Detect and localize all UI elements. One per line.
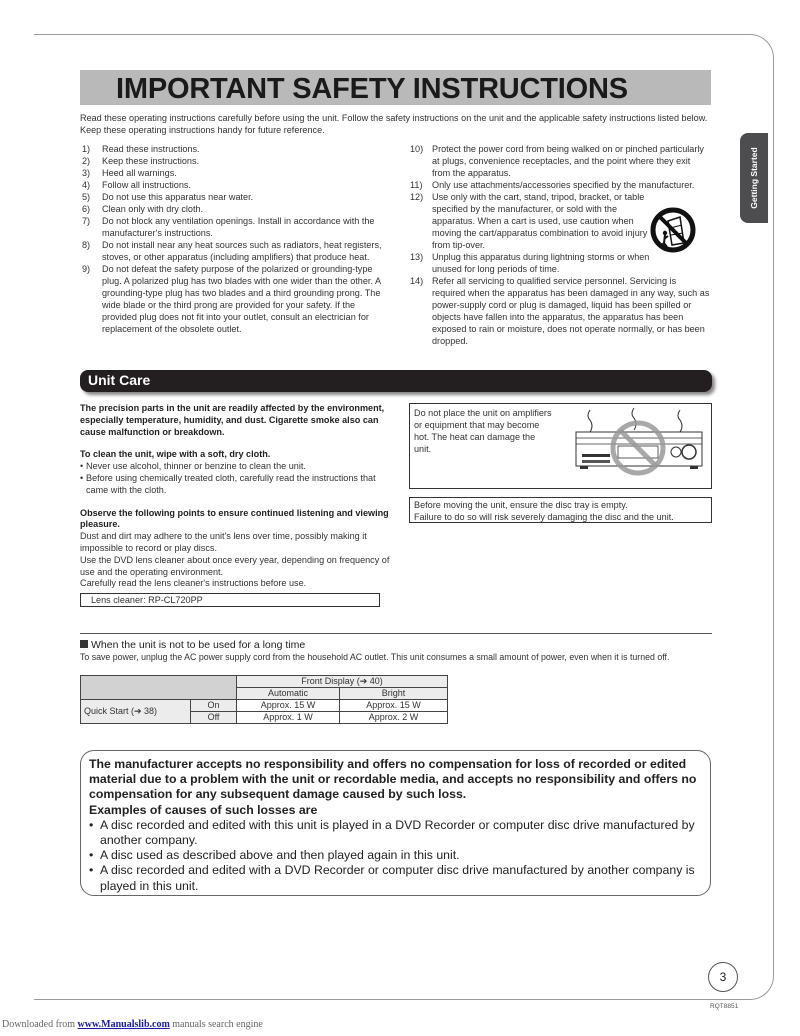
table-row-label: On <box>191 700 237 712</box>
download-footer <box>2 1019 263 1030</box>
item-number: 6) <box>82 204 91 214</box>
item-text: Read these instructions. <box>102 144 200 154</box>
liability-notice-box <box>80 750 711 896</box>
list-item <box>410 179 710 191</box>
page-number: 3 <box>708 962 738 992</box>
item-number: 9) <box>82 264 91 274</box>
heat-warning-text: Do not place the unit on amplifiers or equipment that may become hot. The heat can damage the unit. <box>414 408 552 454</box>
bullet-text: A disc recorded and edited with this unit is played in a DVD Recorder or computer disc drive manufactured by another company. <box>100 817 695 848</box>
intro-text: Read these operating instructions carefully before using the unit. Follow the safety instructions on the unit and the applicable safety instructions listed below. Keep these operating instructions handy for future reference. <box>80 113 708 135</box>
item-text: Only use attachments/accessories specified by the manufacturer. <box>432 180 695 190</box>
bullet-text: A disc recorded and edited with a DVD Recorder or computer disc drive manufactured by another company is played in this unit. <box>100 863 695 893</box>
table-col-header: Automatic <box>237 688 340 700</box>
item-text: Protect the power cord from being walked on or pinched particularly at plugs, convenience receptacles, and the point where they exit from the apparatus. <box>432 144 704 178</box>
section-tab-label: Getting Started <box>749 147 759 209</box>
long-time-body: To save power, unplug the AC power supply cord from the household AC outlet. This unit consumes a small amount of power, even when it is turned off. <box>80 652 670 662</box>
notice-paragraph: The manufacturer accepts no responsibility and offers no compensation for loss of recorded or edited material due to a problem with the unit or recordable media, and accepts no responsibility and offers no compensation for any subsequent damage caused by such loss. <box>89 757 697 802</box>
long-time-heading <box>80 639 720 652</box>
item-text: Refer all servicing to qualified service personnel. Servicing is required when the apparatus has been damaged in any way, such as power-supply cord or plug is damaged, liquid has been spilled or objects have fallen into the apparatus, the apparatus has been exposed to rain or moisture, does not operate normally, or has been dropped. <box>432 276 710 346</box>
list-item <box>82 239 392 263</box>
heading-text: When the unit is not to be used for a long time <box>91 639 306 651</box>
table-cell: Approx. 15 W <box>340 700 448 712</box>
no-cart-tipover-icon <box>650 203 696 255</box>
heat-warning-box <box>409 403 712 489</box>
item-number: 11) <box>410 180 423 190</box>
tray-warning-line: Before moving the unit, ensure the disc tray is empty. <box>414 500 628 510</box>
item-text: Unplug this apparatus during lightning storms or when unused for long periods of time. <box>432 252 650 274</box>
document-id: RQT8851 <box>710 1003 739 1010</box>
item-number: 3) <box>82 168 91 178</box>
table-col-header: Bright <box>340 688 448 700</box>
table-cell: Approx. 15 W <box>237 700 340 712</box>
table-row-group: Quick Start (➔ 38) <box>81 700 191 724</box>
observe-line: Carefully read the lens cleaner's instructions before use. <box>80 578 307 589</box>
table-corner <box>81 676 237 700</box>
item-number: 12) <box>410 192 424 202</box>
section-tab-getting-started[interactable] <box>740 133 768 223</box>
item-text: Use only with the cart, stand, tripod, bracket, or table specified by the manufacturer, or sold with the apparatus. When a cart is used, use caution when moving the cart/apparatus combination to avoid injury from tip-over. <box>432 192 648 250</box>
bullet-text: Never use alcohol, thinner or benzine to clean the unit. <box>86 461 306 472</box>
observe-line: Use the DVD lens cleaner about once every year, depending on frequency of use and the operating environment. <box>80 554 390 577</box>
table-cell: Approx. 1 W <box>237 712 340 724</box>
item-number: 13) <box>410 252 424 262</box>
tray-warning-line: Failure to do so will risk severely damaging the disc and the unit. <box>414 512 674 522</box>
item-text: Heed all warnings. <box>102 168 177 178</box>
item-text: Keep these instructions. <box>102 156 200 166</box>
item-text: Do not use this apparatus near water. <box>102 192 254 202</box>
observe-line: Dust and dirt may adhere to the unit's lens over time, possibly making it impossible to record or play discs. <box>80 531 367 553</box>
square-bullet-icon <box>80 640 88 648</box>
list-item <box>82 179 392 191</box>
observe-heading: Observe the following points to ensure continued listening and viewing pleasure. <box>80 507 389 530</box>
item-number: 1) <box>82 144 91 154</box>
page-title: IMPORTANT SAFETY INSTRUCTIONS <box>116 73 628 105</box>
bullet-text: Before using chemically treated cloth, carefully read the instructions that came with the cloth. <box>86 472 376 495</box>
list-item <box>82 167 392 179</box>
safety-list-left <box>82 143 392 335</box>
section-divider <box>80 633 712 634</box>
bullet-item: • A disc used as described above and then played again in this unit. <box>89 848 460 863</box>
title-bar <box>80 70 711 105</box>
item-text: Follow all instructions. <box>102 180 191 190</box>
table-row <box>81 700 448 712</box>
long-time-section <box>80 639 720 663</box>
list-item <box>82 191 392 203</box>
item-number: 2) <box>82 156 91 166</box>
list-item <box>82 215 392 239</box>
footer-prefix: Downloaded from <box>2 1019 76 1030</box>
section-heading: Unit Care <box>88 372 151 388</box>
list-item <box>410 143 710 179</box>
list-item <box>82 203 392 215</box>
item-text: Clean only with dry cloth. <box>102 204 204 214</box>
item-number: 14) <box>410 276 424 286</box>
table-group-header: Front Display (➔ 40) <box>237 676 448 688</box>
manualslib-link[interactable]: www.Manualslib.com <box>77 1019 170 1030</box>
table-row-label: Off <box>191 712 237 724</box>
examples-heading: Examples of causes of such losses are <box>89 802 318 817</box>
bullet-item: • Never use alcohol, thinner or benzine to clean the unit. <box>80 461 306 472</box>
list-item <box>82 263 392 335</box>
clean-heading: To clean the unit, wipe with a soft, dry cloth. <box>80 449 271 460</box>
item-number: 10) <box>410 144 424 154</box>
lens-cleaner-box: Lens cleaner: RP-CL720PP <box>80 593 380 607</box>
no-heat-unit-illustration-icon <box>572 404 708 484</box>
item-text: Do not install near any heat sources such as radiators, heat registers, stoves, or other apparatus (including amplifiers) that produce heat. <box>102 240 382 262</box>
footer-suffix: manuals search engine <box>169 1019 263 1030</box>
list-item <box>410 275 710 347</box>
bullet-text: A disc used as described above and then played again in this unit. <box>100 848 460 863</box>
list-item <box>82 155 392 167</box>
precision-warning: The precision parts in the unit are readily affected by the environment, especially temperature, humidity, and dust. Cigarette smoke also can cause malfunction or breakdown. <box>80 403 385 437</box>
bullet-item: • A disc recorded and edited with this unit is played in a DVD Recorder or computer disc drive manufactured by another company. <box>89 818 702 848</box>
section-header-unit-care <box>80 370 712 392</box>
item-number: 8) <box>82 240 91 250</box>
list-item <box>82 143 392 155</box>
item-number: 7) <box>82 216 91 226</box>
item-text: Do not defeat the safety purpose of the polarized or grounding-type plug. A polarized plug has two blades with one wider than the other. A grounding-type plug has two blades and a third grounding prong. The wide blade or the third prong are provided for your safety. If the provided plug does not fit into your outlet, consult an electrician for replacement of the obsolete outlet. <box>102 264 381 334</box>
item-number: 4) <box>82 180 91 190</box>
item-number: 5) <box>82 192 91 202</box>
disc-tray-warning-box <box>409 497 712 523</box>
unit-care-left-column <box>80 403 390 607</box>
bullet-item: • A disc recorded and edited with a DVD Recorder or computer disc drive manufactured by another company is played in this unit. <box>89 863 702 893</box>
bullet-item: • Before using chemically treated cloth, carefully read the instructions that came with the cloth. <box>80 473 390 497</box>
power-consumption-table <box>80 675 448 724</box>
item-text: Do not block any ventilation openings. Install in accordance with the manufacturer's instructions. <box>102 216 375 238</box>
table-cell: Approx. 2 W <box>340 712 448 724</box>
